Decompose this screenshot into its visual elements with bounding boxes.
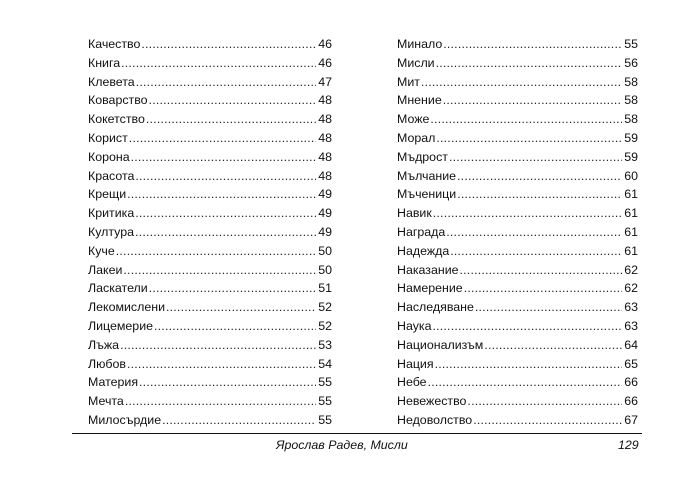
index-page-number: 48 (318, 168, 332, 183)
dot-leader (443, 35, 622, 54)
index-entry (88, 392, 332, 411)
index-entry (88, 336, 332, 355)
index-entry (397, 355, 638, 374)
dot-leader (135, 204, 316, 223)
index-entry (397, 91, 638, 110)
dot-leader (457, 185, 622, 204)
index-term: Невежество (397, 394, 467, 409)
index-entry (397, 336, 638, 355)
index-term: Лекомислени (88, 300, 165, 315)
index-page-number: 56 (624, 55, 638, 70)
index-page-number: 49 (318, 224, 332, 239)
index-term: Корона (88, 149, 130, 164)
index-term: Недоволство (397, 412, 473, 427)
dot-leader (131, 148, 317, 167)
index-page-number: 47 (318, 74, 332, 89)
dot-leader (127, 185, 316, 204)
dot-leader (129, 129, 316, 148)
dot-leader (123, 261, 316, 280)
index-page-number: 54 (318, 356, 332, 371)
index-entry (397, 261, 638, 280)
index-term: Критика (88, 206, 135, 221)
dot-leader (484, 336, 622, 355)
index-term: Небе (397, 375, 427, 390)
dot-leader (464, 279, 623, 298)
index-term: Култура (88, 224, 135, 239)
index-term: Материя (88, 375, 139, 390)
index-term: Качество (88, 37, 141, 51)
index-entry (397, 242, 638, 261)
dot-leader (421, 73, 622, 92)
index-term: Крещи (88, 187, 127, 202)
index-entry (88, 91, 332, 110)
index-entry (88, 298, 332, 317)
index-page-number: 61 (624, 206, 638, 221)
index-page-number: 63 (624, 318, 638, 333)
dot-leader (135, 167, 316, 186)
index-entry (397, 392, 638, 411)
index-term: Любов (88, 356, 126, 371)
index-term: Милосърдие (88, 412, 162, 427)
index-page-number: 49 (318, 187, 332, 202)
dot-leader (430, 110, 622, 129)
index-term: Национализъм (397, 337, 484, 352)
index-page-number: 58 (624, 93, 638, 108)
index-entry (88, 242, 332, 261)
dot-leader (436, 129, 622, 148)
index-page-number: 64 (624, 337, 638, 352)
index-page-number: 66 (624, 394, 638, 409)
dot-leader (136, 73, 317, 92)
index-term: Лъжа (88, 337, 120, 352)
index-term: Нация (397, 356, 434, 371)
index-page-number: 55 (318, 394, 332, 409)
index-entry (88, 204, 332, 223)
index-term: Наследяване (397, 300, 474, 315)
index-entry (88, 73, 332, 92)
index-entry (397, 110, 638, 129)
dot-leader (443, 91, 622, 110)
dot-leader (139, 373, 316, 392)
index-term: Ласкатели (88, 281, 148, 296)
dot-leader (436, 54, 623, 73)
index-term: Мълчание (397, 168, 457, 183)
index-entry (397, 279, 638, 298)
index-entry (397, 148, 638, 167)
dot-leader (446, 223, 622, 242)
footer-page-number: 129 (618, 438, 639, 452)
dot-leader (433, 204, 622, 223)
dot-leader (428, 373, 623, 392)
index-term: Мечта (88, 394, 124, 409)
dot-leader (146, 110, 316, 129)
index-page-number: 55 (318, 412, 332, 427)
index-term: Мнение (397, 93, 442, 108)
index-entry (88, 355, 332, 374)
index-term: Книга (88, 55, 121, 70)
index-term: Наказание (397, 262, 459, 277)
index-page-number: 62 (624, 262, 638, 277)
dot-leader (460, 261, 623, 280)
index-term: Награда (397, 224, 446, 239)
index-page-number: 50 (318, 262, 332, 277)
index-page-number: 46 (318, 55, 332, 70)
index-term: Намерение (397, 281, 463, 296)
dot-leader (120, 336, 316, 355)
index-entry (397, 411, 638, 430)
dot-leader (166, 298, 316, 317)
index-page-number: 61 (624, 224, 638, 239)
index-page-number: 48 (318, 93, 332, 108)
index-page-number: 51 (318, 281, 332, 296)
index-page-number: 52 (318, 300, 332, 315)
index-entry (88, 148, 332, 167)
dot-leader (125, 392, 316, 411)
index-term: Може (397, 112, 430, 127)
index-term: Куче (88, 243, 115, 258)
index-page-number: 66 (624, 375, 638, 390)
index-entry (88, 317, 332, 336)
index-entry (88, 373, 332, 392)
dot-leader (457, 167, 622, 186)
index-page-number: 59 (624, 149, 638, 164)
dot-leader (127, 355, 316, 374)
index-term: Корист (88, 130, 128, 145)
index-entry (397, 223, 638, 242)
index-term: Лицемерие (88, 318, 154, 333)
index-entry (88, 261, 332, 280)
index-page-number: 58 (624, 74, 638, 89)
index-entry (88, 411, 332, 430)
dot-leader (162, 411, 316, 430)
index-page-number: 67 (624, 412, 638, 427)
dot-leader (135, 223, 316, 242)
index-page-number: 61 (624, 187, 638, 202)
index-page-number: 53 (318, 337, 332, 352)
index-page-number: 50 (318, 243, 332, 258)
index-entry (88, 54, 332, 73)
index-page-number: 46 (318, 37, 332, 51)
index-page-number: 61 (624, 243, 638, 258)
index-term: Навик (397, 206, 432, 221)
dot-leader (475, 298, 622, 317)
index-term: Мисли (397, 55, 435, 70)
dot-leader (149, 91, 317, 110)
index-term: Мъдрост (397, 149, 448, 164)
index-entry (88, 223, 332, 242)
index-entry (397, 373, 638, 392)
index-page-number: 48 (318, 149, 332, 164)
index-page-number: 59 (624, 130, 638, 145)
index-page-number: 65 (624, 356, 638, 371)
index-page-number: 48 (318, 112, 332, 127)
dot-leader (154, 317, 316, 336)
index-entry (397, 129, 638, 148)
index-term: Надежда (397, 243, 450, 258)
index-term: Мъченици (397, 187, 457, 202)
index-entry (397, 204, 638, 223)
dot-leader (473, 411, 622, 430)
index-page-number: 48 (318, 130, 332, 145)
index-term: Лакеи (88, 262, 123, 277)
dot-leader (467, 392, 622, 411)
index-column-left (88, 35, 332, 430)
index-entry (397, 185, 638, 204)
dot-leader (141, 35, 316, 54)
index-column-right (397, 35, 638, 430)
index-entry (397, 167, 638, 186)
index-term: Мит (397, 74, 420, 89)
index-entry (88, 167, 332, 186)
index-entry (397, 54, 638, 73)
index-term: Коварство (88, 93, 148, 108)
index-page-number: 55 (624, 37, 638, 51)
dot-leader (450, 242, 622, 261)
index-term: Наука (397, 318, 432, 333)
index-entry (397, 35, 638, 54)
index-page-number: 62 (624, 281, 638, 296)
index-term: Минало (397, 37, 443, 51)
index-entry (88, 185, 332, 204)
dot-leader (121, 54, 316, 73)
index-page-number: 55 (318, 375, 332, 390)
dot-leader (449, 148, 622, 167)
index-term: Красота (88, 168, 135, 183)
index-term: Кокетство (88, 112, 145, 127)
index-entry (397, 298, 638, 317)
dot-leader (432, 317, 622, 336)
footer-title: Ярослав Радев, Мисли (276, 438, 408, 452)
index-term: Клевета (88, 74, 135, 89)
index-page-number: 52 (318, 318, 332, 333)
index-entry (88, 129, 332, 148)
dot-leader (435, 355, 623, 374)
index-page-number: 60 (624, 168, 638, 183)
dot-leader (149, 279, 317, 298)
index-entry (88, 110, 332, 129)
index-term: Морал (397, 130, 436, 145)
dot-leader (116, 242, 316, 261)
index-entry (88, 279, 332, 298)
index-entry (88, 35, 332, 54)
index-page-number: 63 (624, 300, 638, 315)
index-page-number: 49 (318, 206, 332, 221)
index-page-number: 58 (624, 112, 638, 127)
index-entry (397, 317, 638, 336)
footer-rule (72, 433, 642, 434)
index-entry (397, 73, 638, 92)
